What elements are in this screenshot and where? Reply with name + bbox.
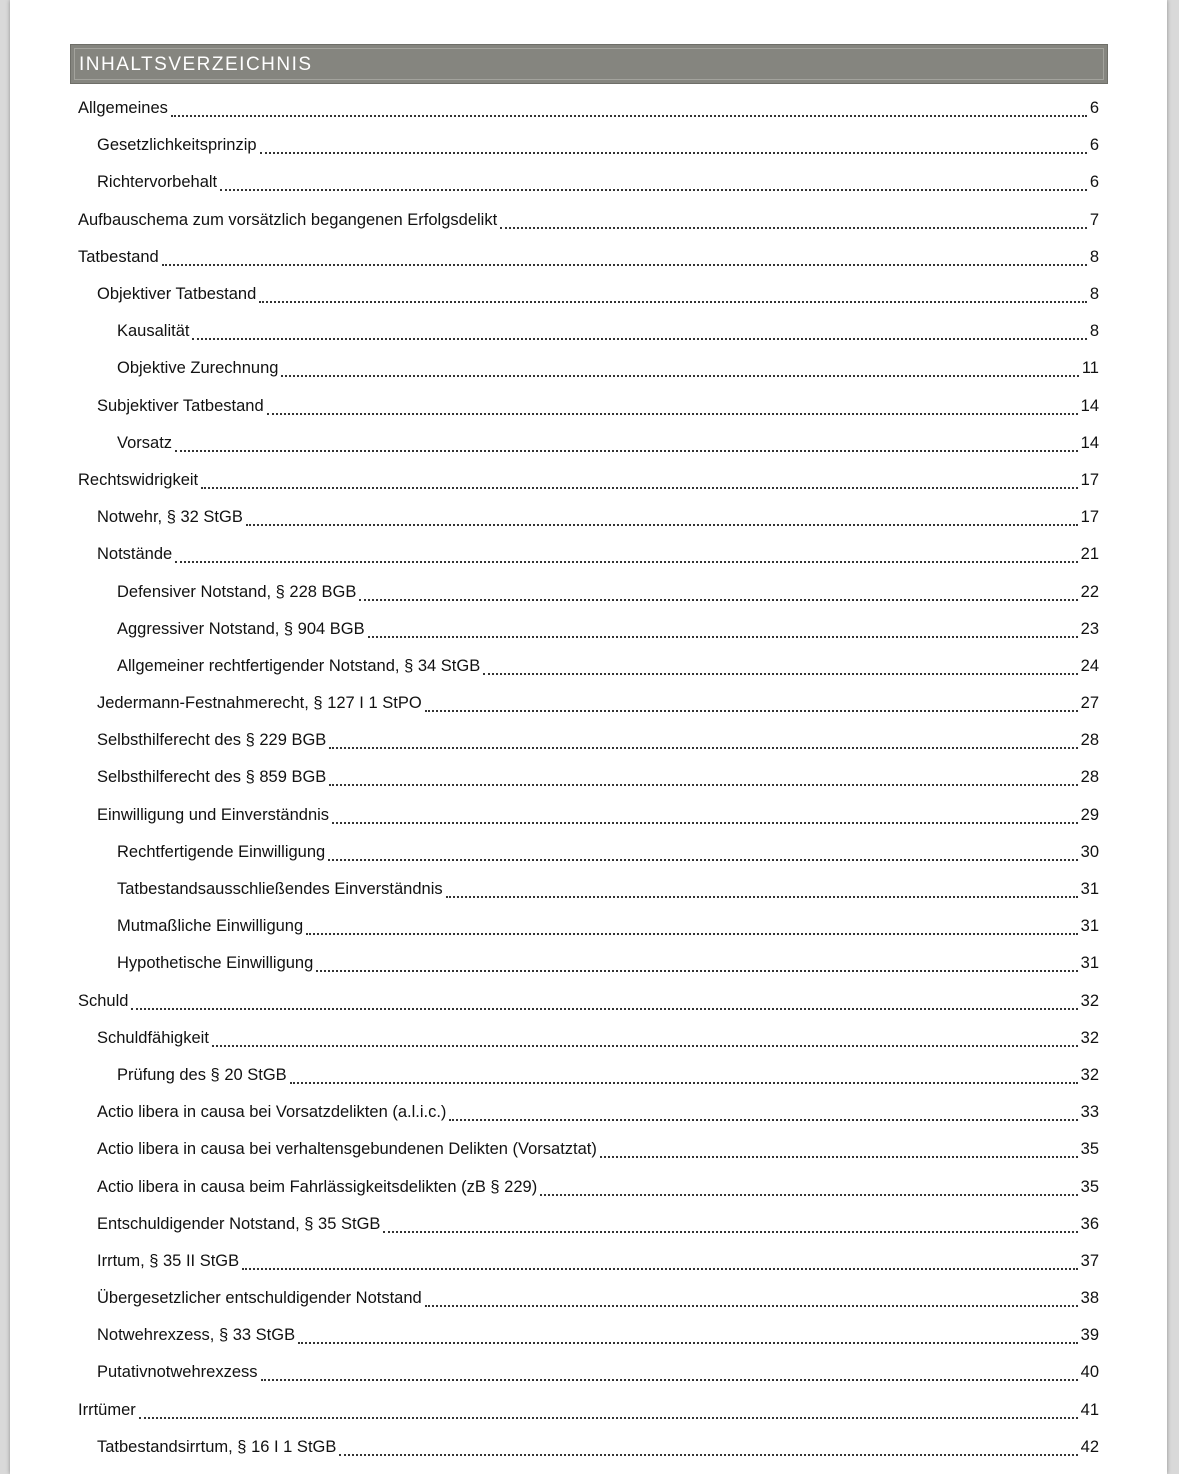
toc-entry[interactable]	[10, 1094, 1167, 1131]
toc-entry-page-number: 14	[1080, 433, 1099, 452]
toc-entry-label: Hypothetische Einwilligung	[117, 954, 314, 973]
dot-leader	[425, 709, 1078, 712]
toc-entry-label: Schuld	[78, 991, 129, 1010]
dot-leader	[332, 821, 1078, 824]
toc-entry-page-number: 23	[1080, 619, 1099, 638]
toc-heading-bar	[70, 44, 1108, 84]
dot-leader	[246, 523, 1078, 526]
toc-entry-page-number: 14	[1080, 396, 1099, 415]
dot-leader	[600, 1155, 1078, 1158]
dot-leader	[339, 1453, 1077, 1456]
toc-entry-label: Allgemeines	[78, 99, 168, 118]
toc-entry[interactable]	[10, 945, 1167, 982]
toc-entry-page-number: 29	[1080, 805, 1099, 824]
toc-entry[interactable]	[10, 164, 1167, 201]
toc-entry[interactable]	[10, 1317, 1167, 1354]
toc-entry-label: Mutmaßliche Einwilligung	[117, 917, 304, 936]
toc-entry-page-number: 28	[1080, 768, 1099, 787]
toc-entry-page-number: 42	[1080, 1437, 1099, 1456]
toc-entry-label: Schuldfähigkeit	[97, 1028, 209, 1047]
toc-entry-page-number: 7	[1089, 210, 1099, 229]
dot-leader	[329, 783, 1077, 786]
toc-entry-page-number: 27	[1080, 694, 1099, 713]
toc-entry-page-number: 8	[1089, 322, 1099, 341]
toc-entry[interactable]	[10, 1429, 1167, 1466]
toc-entry-label: Vorsatz	[117, 433, 173, 452]
toc-entry-label: Entschuldigender Notstand, § 35 StGB	[97, 1214, 381, 1233]
dot-leader	[316, 969, 1077, 972]
dot-leader	[259, 300, 1087, 303]
toc-entry-label: Irrtum, § 35 II StGB	[97, 1251, 240, 1270]
toc-entry-page-number: 17	[1080, 470, 1099, 489]
toc-entry[interactable]	[10, 350, 1167, 387]
toc-entry-page-number: 37	[1080, 1251, 1099, 1270]
toc-entry-label: Jedermann-Festnahmerecht, § 127 I 1 StPO	[97, 694, 422, 713]
toc-entry-label: Aufbauschema zum vorsätzlich begangenen Erfolgsdelikt	[78, 210, 498, 229]
toc-entry-page-number: 31	[1080, 880, 1099, 899]
toc-entry[interactable]	[10, 388, 1167, 425]
dot-leader	[540, 1193, 1077, 1196]
toc-entry-label: Kausalität	[117, 322, 190, 341]
toc-entry-page-number: 6	[1089, 173, 1099, 192]
toc-entry-label: Prüfung des § 20 StGB	[117, 1065, 287, 1084]
toc-entry-page-number: 35	[1080, 1177, 1099, 1196]
dot-leader	[175, 560, 1077, 563]
dot-leader	[242, 1267, 1078, 1270]
dot-leader	[368, 635, 1078, 638]
toc-entry[interactable]	[10, 1020, 1167, 1057]
dot-leader	[131, 1007, 1077, 1010]
toc-entry-label: Tatbestandsausschließendes Einverständnis	[117, 880, 443, 899]
dot-leader	[201, 486, 1078, 489]
toc-entry[interactable]	[10, 1168, 1167, 1205]
toc-entry-label: Selbsthilferecht des § 859 BGB	[97, 768, 327, 787]
dot-leader	[328, 858, 1077, 861]
toc-entry-label: Objektive Zurechnung	[117, 359, 279, 378]
toc-entry[interactable]	[10, 722, 1167, 759]
toc-entry[interactable]	[10, 871, 1167, 908]
dot-leader	[446, 895, 1078, 898]
dot-leader	[306, 932, 1077, 935]
dot-leader	[359, 598, 1077, 601]
toc-entry-label: Aggressiver Notstand, § 904 BGB	[117, 619, 365, 638]
toc-entry-page-number: 8	[1089, 285, 1099, 304]
toc-entry-page-number: 38	[1080, 1289, 1099, 1308]
toc-entry-page-number: 6	[1089, 99, 1099, 118]
dot-leader	[139, 1416, 1078, 1419]
toc-entry-label: Rechtfertigende Einwilligung	[117, 842, 326, 861]
toc-entry[interactable]	[10, 462, 1167, 499]
toc-entry-page-number: 32	[1080, 1028, 1099, 1047]
toc-entry-page-number: 24	[1080, 656, 1099, 675]
toc-entry[interactable]	[10, 313, 1167, 350]
toc-entry[interactable]	[10, 127, 1167, 164]
dot-leader	[261, 1378, 1078, 1381]
dot-leader	[383, 1230, 1077, 1233]
dot-leader	[192, 337, 1086, 340]
toc-entry[interactable]	[10, 573, 1167, 610]
dot-leader	[500, 226, 1087, 229]
toc-entry-page-number: 35	[1080, 1140, 1099, 1159]
toc-entry-page-number: 39	[1080, 1326, 1099, 1345]
dot-leader	[171, 114, 1087, 117]
toc-entry-label: Richtervorbehalt	[97, 173, 218, 192]
toc-entry-page-number: 41	[1080, 1400, 1099, 1419]
dot-leader	[212, 1044, 1078, 1047]
toc-entry-label: Allgemeiner rechtfertigender Notstand, § 34 StGB	[117, 656, 481, 675]
toc-entry[interactable]	[10, 1354, 1167, 1391]
toc-entry-page-number: 11	[1081, 359, 1099, 378]
toc-entry[interactable]	[10, 239, 1167, 276]
toc-entry-label: Rechtswidrigkeit	[78, 470, 199, 489]
toc-entry-label: Actio libera in causa beim Fahrlässigkeitsdelikten (zB § 229)	[97, 1177, 538, 1196]
toc-entry-page-number: 17	[1080, 508, 1099, 527]
toc-heading: INHALTSVERZEICHNIS	[79, 54, 313, 75]
toc-entry[interactable]	[10, 759, 1167, 796]
toc-entry[interactable]	[10, 90, 1167, 127]
toc-entry[interactable]	[10, 1280, 1167, 1317]
toc-entry-page-number: 36	[1080, 1214, 1099, 1233]
toc-entry-label: Actio libera in causa bei verhaltensgebundenen Delikten (Vorsatztat)	[97, 1140, 597, 1159]
toc-entry[interactable]	[10, 611, 1167, 648]
dot-leader	[175, 449, 1078, 452]
toc-entry[interactable]	[10, 1057, 1167, 1094]
dot-leader	[483, 672, 1077, 675]
toc-entry-page-number: 30	[1080, 842, 1099, 861]
toc-entry-page-number: 33	[1080, 1103, 1099, 1122]
toc-entry[interactable]	[10, 908, 1167, 945]
toc-entry[interactable]	[10, 1392, 1167, 1429]
dot-leader	[449, 1118, 1077, 1121]
toc-entry[interactable]	[10, 425, 1167, 462]
toc-entry-page-number: 22	[1080, 582, 1099, 601]
toc-entry-label: Selbsthilferecht des § 229 BGB	[97, 731, 327, 750]
toc-entry[interactable]	[10, 1131, 1167, 1168]
toc-entry[interactable]	[10, 202, 1167, 239]
dot-leader	[267, 412, 1078, 415]
toc-entry[interactable]	[10, 685, 1167, 722]
toc-entry-label: Tatbestandsirrtum, § 16 I 1 StGB	[97, 1437, 337, 1456]
toc-entry-label: Irrtümer	[78, 1400, 136, 1419]
toc-entry-page-number: 32	[1080, 1065, 1099, 1084]
toc-entry-page-number: 40	[1080, 1363, 1099, 1382]
dot-leader	[298, 1341, 1078, 1344]
toc-entry-label: Einwilligung und Einverständnis	[97, 805, 330, 824]
toc-entry-label: Notwehrexzess, § 33 StGB	[97, 1326, 296, 1345]
dot-leader	[220, 188, 1087, 191]
toc-entry-label: Putativnotwehrexzess	[97, 1363, 258, 1382]
toc-entry-label: Actio libera in causa bei Vorsatzdelikten (a.l.i.c.)	[97, 1103, 447, 1122]
document-page	[10, 0, 1167, 1474]
toc-entry[interactable]	[10, 536, 1167, 573]
toc-entry[interactable]	[10, 834, 1167, 871]
toc-entry-label: Defensiver Notstand, § 228 BGB	[117, 582, 357, 601]
table-of-contents	[10, 90, 1167, 1466]
toc-entry[interactable]	[10, 276, 1167, 313]
toc-entry[interactable]	[10, 1206, 1167, 1243]
toc-entry-page-number: 32	[1080, 991, 1099, 1010]
toc-entry-page-number: 31	[1080, 954, 1099, 973]
toc-entry-page-number: 21	[1080, 545, 1099, 564]
toc-entry[interactable]	[10, 648, 1167, 685]
toc-entry-page-number: 31	[1080, 917, 1099, 936]
dot-leader	[425, 1304, 1078, 1307]
toc-entry-label: Gesetzlichkeitsprinzip	[97, 136, 257, 155]
toc-entry-label: Subjektiver Tatbestand	[97, 396, 264, 415]
toc-entry-page-number: 8	[1089, 247, 1099, 266]
toc-entry-page-number: 6	[1089, 136, 1099, 155]
dot-leader	[281, 374, 1078, 377]
toc-entry[interactable]	[10, 1243, 1167, 1280]
toc-entry-label: Objektiver Tatbestand	[97, 285, 257, 304]
dot-leader	[329, 746, 1077, 749]
toc-entry[interactable]	[10, 499, 1167, 536]
toc-entry[interactable]	[10, 797, 1167, 834]
dot-leader	[260, 151, 1087, 154]
toc-entry-label: Übergesetzlicher entschuldigender Notstand	[97, 1289, 422, 1308]
dot-leader	[290, 1081, 1078, 1084]
toc-entry-label: Notwehr, § 32 StGB	[97, 508, 243, 527]
toc-entry-page-number: 28	[1080, 731, 1099, 750]
toc-entry-label: Tatbestand	[78, 247, 159, 266]
toc-entry[interactable]	[10, 983, 1167, 1020]
dot-leader	[162, 263, 1087, 266]
toc-entry-label: Notstände	[97, 545, 173, 564]
